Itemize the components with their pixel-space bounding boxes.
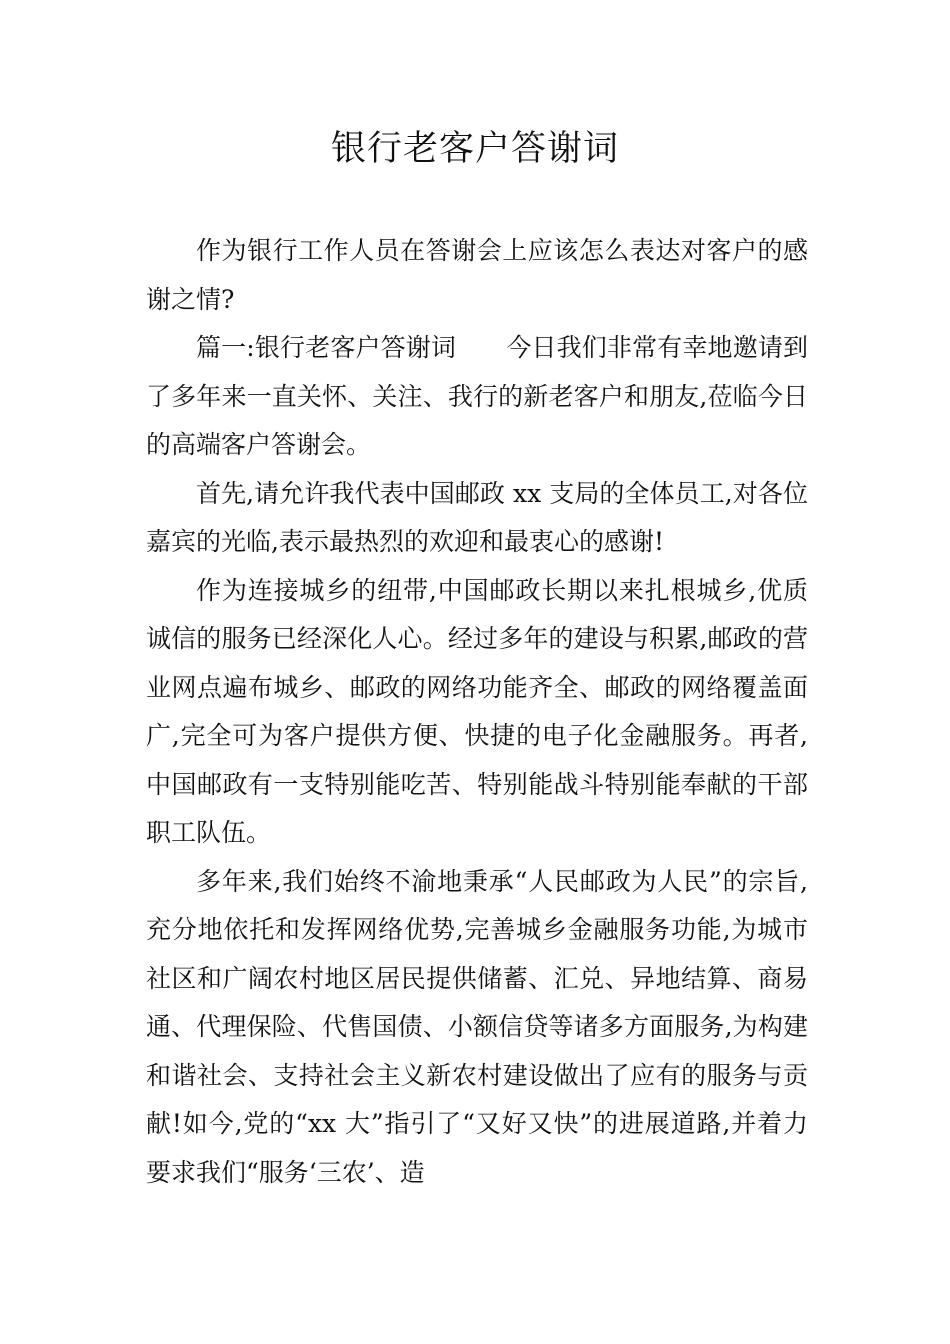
document-title: 银行老客户答谢词 xyxy=(330,129,619,169)
paragraph-welcome: 首先,请允许我代表中国邮政 xx 支局的全体员工,对各位嘉宾的光临,表示最热烈的欢迎和最衷心的感谢! xyxy=(146,478,808,556)
document-body xyxy=(146,227,808,1197)
paragraph-opening: 篇一:银行老客户答谢词 今日我们非常有幸地邀请到了多年来一直关怀、关注、我行的新老客户和朋友,莅临今日的高端客户答谢会。 xyxy=(146,333,808,459)
paragraph-postal-network: 作为连接城乡的纽带,中国邮政长期以来扎根城乡,优质诚信的服务已经深化人心。经过多年的建设与积累,邮政的营业网点遍布城乡、邮政的网络功能齐全、邮政的网络覆盖面广,完全可为客户提供方便、快捷的电子化金融服务。再者,中国邮政有一支特别能吃苦、特别能战斗特别能奉献的干部职工队伍。 xyxy=(146,575,808,847)
paragraph-intro: 作为银行工作人员在答谢会上应该怎么表达对客户的感谢之情? xyxy=(146,236,808,314)
paragraph-services: 多年来,我们始终不渝地秉承“人民邮政为人民”的宗旨,充分地依托和发挥网络优势,完善城乡金融服务功能,为城市社区和广阔农村地区居民提供储蓄、汇兑、异地结算、商易通、代理保险、代售国债、小额信贷等诸多方面服务,为构建和谐社会、支持社会主义新农村建设做出了应有的服务与贡献!如今,党的“xx 大”指引了“又好又快”的进展道路,并着力要求我们“服务‘三农’、造 xyxy=(146,866,808,1187)
